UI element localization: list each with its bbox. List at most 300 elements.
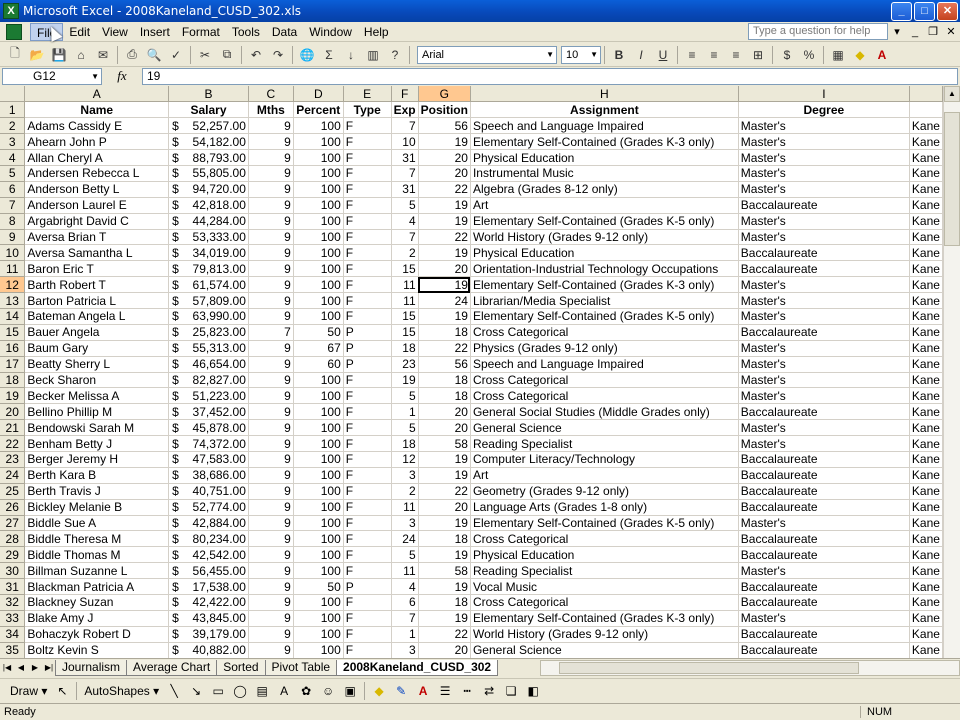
column-header[interactable]: D bbox=[293, 86, 343, 102]
row-header[interactable]: 21 bbox=[0, 420, 25, 436]
salary-cell[interactable] bbox=[169, 579, 249, 595]
cell[interactable]: Bauer Angela bbox=[25, 324, 169, 340]
cell[interactable]: 100 bbox=[293, 547, 343, 563]
cell[interactable]: F bbox=[343, 165, 391, 181]
cell[interactable]: Baccalaureate bbox=[738, 595, 909, 611]
cell[interactable]: 3 bbox=[391, 515, 418, 531]
cell[interactable]: Master's bbox=[738, 436, 909, 452]
cell[interactable]: Boltz Kevin S bbox=[25, 642, 169, 658]
workbook-icon[interactable] bbox=[6, 24, 22, 40]
scroll-up-icon[interactable]: ▲ bbox=[944, 86, 960, 102]
cell[interactable]: Beatty Sherry L bbox=[25, 356, 169, 372]
cell[interactable]: Adams Cassidy E bbox=[25, 118, 169, 134]
row-header[interactable]: 8 bbox=[0, 213, 25, 229]
cell[interactable]: 19 bbox=[418, 308, 470, 324]
first-sheet-icon[interactable]: |◀ bbox=[2, 663, 12, 672]
column-header[interactable]: A bbox=[25, 86, 169, 102]
cell[interactable]: 18 bbox=[391, 436, 418, 452]
cell[interactable]: 19 bbox=[418, 197, 470, 213]
cell[interactable]: 100 bbox=[293, 245, 343, 261]
cell[interactable]: 12 bbox=[391, 451, 418, 467]
salary-cell[interactable] bbox=[169, 499, 249, 515]
salary-cell[interactable] bbox=[169, 436, 249, 452]
cell[interactable]: Benham Betty J bbox=[25, 436, 169, 452]
autosum-icon[interactable]: Σ bbox=[325, 47, 333, 62]
cell[interactable]: 11 bbox=[391, 293, 418, 309]
doc-restore-button[interactable]: ❐ bbox=[928, 26, 938, 38]
cell[interactable]: 100 bbox=[293, 626, 343, 642]
cell[interactable]: 9 bbox=[248, 308, 293, 324]
row-header[interactable]: 5 bbox=[0, 165, 25, 181]
cell[interactable]: Geometry (Grades 9-12 only) bbox=[470, 483, 738, 499]
cell[interactable]: 9 bbox=[248, 134, 293, 150]
cell[interactable]: F bbox=[343, 293, 391, 309]
menu-window[interactable]: Window bbox=[309, 24, 352, 39]
row-header[interactable]: 13 bbox=[0, 293, 25, 309]
align-center-icon[interactable]: ≡ bbox=[710, 47, 718, 62]
cell[interactable]: 11 bbox=[391, 563, 418, 579]
doc-close-button[interactable]: ✕ bbox=[946, 26, 956, 38]
arrow-style-icon[interactable]: ⇄ bbox=[484, 683, 495, 698]
cell[interactable]: Baccalaureate bbox=[738, 626, 909, 642]
cell[interactable]: 100 bbox=[293, 134, 343, 150]
cell[interactable]: 18 bbox=[418, 324, 470, 340]
print-icon[interactable]: ⎙ bbox=[127, 47, 137, 61]
cell[interactable]: F bbox=[343, 229, 391, 245]
cell[interactable]: 19 bbox=[418, 467, 470, 483]
cell[interactable]: Cross Categorical bbox=[470, 324, 738, 340]
merge-center-icon[interactable]: ⊞ bbox=[752, 47, 764, 62]
cell[interactable]: F bbox=[343, 372, 391, 388]
cell[interactable]: Kane bbox=[909, 356, 942, 372]
sheet-tab-pivot-table[interactable]: Pivot Table bbox=[265, 660, 337, 676]
cell[interactable]: 2 bbox=[391, 483, 418, 499]
cell[interactable]: Bohaczyk Robert D bbox=[25, 626, 169, 642]
cell[interactable]: Master's bbox=[738, 610, 909, 626]
salary-cell[interactable] bbox=[169, 134, 249, 150]
salary-cell[interactable] bbox=[169, 595, 249, 611]
cell[interactable]: Kane bbox=[909, 165, 942, 181]
salary-cell[interactable] bbox=[169, 118, 249, 134]
cell[interactable]: Master's bbox=[738, 213, 909, 229]
cell[interactable]: Vocal Music bbox=[470, 579, 738, 595]
scrollbar-thumb[interactable] bbox=[559, 662, 859, 674]
row-header[interactable]: 14 bbox=[0, 308, 25, 324]
cell[interactable]: Elementary Self-Contained (Grades K-5 only) bbox=[470, 213, 738, 229]
cell[interactable]: 5 bbox=[391, 388, 418, 404]
cell[interactable]: Kane bbox=[909, 118, 942, 134]
salary-cell[interactable] bbox=[169, 626, 249, 642]
font-size-select[interactable] bbox=[561, 46, 601, 64]
cell[interactable]: 100 bbox=[293, 531, 343, 547]
percent-icon[interactable]: % bbox=[803, 47, 815, 62]
cell[interactable]: 100 bbox=[293, 483, 343, 499]
row-header[interactable]: 10 bbox=[0, 245, 25, 261]
cell[interactable]: 9 bbox=[248, 547, 293, 563]
cell[interactable]: 19 bbox=[391, 372, 418, 388]
salary-cell[interactable] bbox=[169, 372, 249, 388]
cell[interactable]: F bbox=[343, 483, 391, 499]
cell[interactable]: Kane bbox=[909, 388, 942, 404]
salary-cell[interactable] bbox=[169, 610, 249, 626]
cell[interactable]: Biddle Thomas M bbox=[25, 547, 169, 563]
cell[interactable]: 18 bbox=[418, 372, 470, 388]
cell[interactable]: 9 bbox=[248, 213, 293, 229]
maximize-button[interactable]: □ bbox=[914, 2, 935, 21]
cell[interactable]: Cross Categorical bbox=[470, 531, 738, 547]
cell[interactable]: 15 bbox=[391, 261, 418, 277]
cell[interactable]: 67 bbox=[293, 340, 343, 356]
cell[interactable]: Librarian/Media Specialist bbox=[470, 293, 738, 309]
salary-cell[interactable] bbox=[169, 324, 249, 340]
cell[interactable]: 19 bbox=[418, 515, 470, 531]
cell[interactable]: 3 bbox=[391, 467, 418, 483]
picture-icon[interactable]: ▣ bbox=[344, 683, 356, 698]
cell[interactable]: Kane bbox=[909, 579, 942, 595]
cell[interactable]: 18 bbox=[391, 340, 418, 356]
line-color-icon[interactable]: ✎ bbox=[396, 683, 407, 698]
salary-cell[interactable] bbox=[169, 483, 249, 499]
cell[interactable]: Elementary Self-Contained (Grades K-3 only) bbox=[470, 134, 738, 150]
cell[interactable]: Beck Sharon bbox=[25, 372, 169, 388]
cell[interactable]: F bbox=[343, 197, 391, 213]
cell[interactable]: 9 bbox=[248, 388, 293, 404]
cell[interactable]: 100 bbox=[293, 165, 343, 181]
cell[interactable]: Bickley Melanie B bbox=[25, 499, 169, 515]
cell[interactable]: 58 bbox=[418, 436, 470, 452]
salary-cell[interactable] bbox=[169, 340, 249, 356]
cell[interactable]: Master's bbox=[738, 134, 909, 150]
cell[interactable]: Baccalaureate bbox=[738, 261, 909, 277]
cell[interactable]: 9 bbox=[248, 245, 293, 261]
line-icon[interactable]: ╲ bbox=[170, 683, 178, 698]
copy-icon[interactable]: ⧉ bbox=[222, 47, 232, 61]
cell[interactable]: Master's bbox=[738, 563, 909, 579]
cell[interactable]: Blackman Patricia A bbox=[25, 579, 169, 595]
cell[interactable]: 7 bbox=[391, 229, 418, 245]
cell[interactable]: Orientation-Industrial Technology Occupations bbox=[470, 261, 738, 277]
cell[interactable]: Master's bbox=[738, 420, 909, 436]
salary-cell[interactable] bbox=[169, 165, 249, 181]
cell[interactable]: 3 bbox=[391, 642, 418, 658]
cell[interactable]: 9 bbox=[248, 420, 293, 436]
cell[interactable]: 100 bbox=[293, 261, 343, 277]
cell[interactable]: World History (Grades 9-12 only) bbox=[470, 229, 738, 245]
cell[interactable]: Anderson Laurel E bbox=[25, 197, 169, 213]
cell[interactable]: 19 bbox=[418, 245, 470, 261]
bold-icon[interactable]: B bbox=[614, 47, 624, 62]
row-header[interactable]: 30 bbox=[0, 563, 25, 579]
cell[interactable]: 9 bbox=[248, 118, 293, 134]
cell[interactable]: 100 bbox=[293, 388, 343, 404]
cell[interactable]: Baccalaureate bbox=[738, 404, 909, 420]
cell[interactable]: Berger Jeremy H bbox=[25, 451, 169, 467]
cell[interactable]: 22 bbox=[418, 181, 470, 197]
row-header[interactable]: 31 bbox=[0, 579, 25, 595]
cell[interactable]: Kane bbox=[909, 467, 942, 483]
font-color-icon[interactable]: A bbox=[418, 683, 428, 698]
cell[interactable]: F bbox=[343, 451, 391, 467]
sort-ascending-icon[interactable]: ↓ bbox=[348, 47, 354, 62]
column-header[interactable]: C bbox=[248, 86, 293, 102]
column-header[interactable]: B bbox=[169, 86, 249, 102]
font-name-select[interactable] bbox=[417, 46, 557, 64]
cell[interactable]: Baccalaureate bbox=[738, 531, 909, 547]
salary-cell[interactable] bbox=[169, 563, 249, 579]
spelling-icon[interactable]: ✓ bbox=[170, 47, 182, 62]
cell[interactable]: 10 bbox=[391, 134, 418, 150]
row-header[interactable]: 35 bbox=[0, 642, 25, 658]
autoshapes-menu-button[interactable]: AutoShapes ▾ bbox=[84, 683, 160, 698]
cell[interactable]: Baccalaureate bbox=[738, 197, 909, 213]
cell[interactable]: F bbox=[343, 499, 391, 515]
cell[interactable]: Allan Cheryl A bbox=[25, 150, 169, 166]
oval-icon[interactable]: ◯ bbox=[233, 683, 247, 698]
cell[interactable]: 31 bbox=[391, 150, 418, 166]
horizontal-scrollbar[interactable] bbox=[540, 660, 960, 676]
cell[interactable]: Master's bbox=[738, 293, 909, 309]
cell[interactable]: P bbox=[343, 356, 391, 372]
cell[interactable]: 19 bbox=[418, 547, 470, 563]
fill-color-icon[interactable]: ◆ bbox=[855, 47, 865, 62]
cell[interactable]: Reading Specialist bbox=[470, 563, 738, 579]
cell[interactable]: Master's bbox=[738, 165, 909, 181]
menu-edit[interactable]: Edit bbox=[69, 24, 91, 39]
cell[interactable]: Algebra (Grades 8-12 only) bbox=[470, 181, 738, 197]
cell[interactable]: F bbox=[343, 134, 391, 150]
wordart-icon[interactable]: A bbox=[280, 683, 289, 698]
cell[interactable]: Billman Suzanne L bbox=[25, 563, 169, 579]
cell[interactable]: 9 bbox=[248, 340, 293, 356]
cell[interactable]: 9 bbox=[248, 483, 293, 499]
cell[interactable]: Speech and Language Impaired bbox=[470, 118, 738, 134]
cell[interactable]: Master's bbox=[738, 372, 909, 388]
salary-cell[interactable] bbox=[169, 213, 249, 229]
align-left-icon[interactable]: ≡ bbox=[688, 47, 696, 62]
row-header[interactable]: 32 bbox=[0, 595, 25, 611]
cell[interactable]: F bbox=[343, 436, 391, 452]
menu-format[interactable]: Format bbox=[181, 24, 220, 39]
cell[interactable]: Language Arts (Grades 1-8 only) bbox=[470, 499, 738, 515]
cell[interactable]: Master's bbox=[738, 229, 909, 245]
row-header[interactable]: 27 bbox=[0, 515, 25, 531]
cell[interactable]: 5 bbox=[391, 547, 418, 563]
cell[interactable]: 58 bbox=[418, 563, 470, 579]
cell[interactable]: Aversa Samantha L bbox=[25, 245, 169, 261]
cell[interactable]: Cross Categorical bbox=[470, 595, 738, 611]
cell[interactable]: Kane bbox=[909, 261, 942, 277]
help-icon[interactable]: ? bbox=[391, 47, 399, 62]
cell[interactable]: 9 bbox=[248, 436, 293, 452]
cell[interactable]: Master's bbox=[738, 308, 909, 324]
cell[interactable]: Aversa Brian T bbox=[25, 229, 169, 245]
column-header[interactable]: H bbox=[470, 86, 738, 102]
cell[interactable]: 4 bbox=[391, 213, 418, 229]
cell[interactable]: General Science bbox=[470, 642, 738, 658]
cell[interactable]: 11 bbox=[391, 499, 418, 515]
cell[interactable]: Kane bbox=[909, 483, 942, 499]
salary-cell[interactable] bbox=[169, 404, 249, 420]
cell[interactable]: Kane bbox=[909, 197, 942, 213]
cell[interactable]: 60 bbox=[293, 356, 343, 372]
cell[interactable]: Kane bbox=[909, 245, 942, 261]
cell[interactable]: Art bbox=[470, 467, 738, 483]
salary-cell[interactable] bbox=[169, 277, 249, 293]
row-header[interactable]: 34 bbox=[0, 626, 25, 642]
salary-cell[interactable] bbox=[169, 229, 249, 245]
cell[interactable]: Baccalaureate bbox=[738, 642, 909, 658]
cell[interactable]: 24 bbox=[418, 293, 470, 309]
cell[interactable]: Computer Literacy/Technology bbox=[470, 451, 738, 467]
cell[interactable]: F bbox=[343, 595, 391, 611]
cell[interactable]: Master's bbox=[738, 118, 909, 134]
row-header[interactable]: 6 bbox=[0, 181, 25, 197]
row-header[interactable]: 16 bbox=[0, 340, 25, 356]
draw-menu-button[interactable]: Draw ▾ bbox=[10, 683, 48, 698]
cell[interactable]: 100 bbox=[293, 277, 343, 293]
cell[interactable]: 20 bbox=[418, 499, 470, 515]
cell[interactable]: 9 bbox=[248, 595, 293, 611]
3d-icon[interactable]: ◧ bbox=[527, 683, 539, 698]
column-title-cell[interactable]: Degree bbox=[738, 102, 909, 118]
cell[interactable]: Physical Education bbox=[470, 547, 738, 563]
cell[interactable]: 7 bbox=[248, 324, 293, 340]
cell[interactable]: 9 bbox=[248, 277, 293, 293]
menu-tools[interactable]: Tools bbox=[231, 24, 260, 39]
cell[interactable]: 19 bbox=[418, 213, 470, 229]
cell[interactable]: Baccalaureate bbox=[738, 483, 909, 499]
cell[interactable]: F bbox=[343, 642, 391, 658]
prev-sheet-icon[interactable]: ◀ bbox=[17, 663, 25, 672]
cell[interactable]: F bbox=[343, 515, 391, 531]
cell[interactable]: Master's bbox=[738, 515, 909, 531]
last-sheet-icon[interactable]: ▶| bbox=[44, 663, 54, 672]
excel-app-icon[interactable]: X bbox=[3, 3, 19, 19]
cell[interactable]: 9 bbox=[248, 165, 293, 181]
cell[interactable]: Cross Categorical bbox=[470, 372, 738, 388]
cell[interactable]: World History (Grades 9-12 only) bbox=[470, 626, 738, 642]
cell[interactable]: Kane bbox=[909, 213, 942, 229]
cell[interactable]: 9 bbox=[248, 563, 293, 579]
undo-icon[interactable]: ↶ bbox=[250, 47, 262, 62]
row-header[interactable]: 29 bbox=[0, 547, 25, 563]
redo-icon[interactable]: ↷ bbox=[272, 47, 284, 62]
row-header[interactable]: 18 bbox=[0, 372, 25, 388]
cell[interactable]: F bbox=[343, 563, 391, 579]
scrollbar-thumb[interactable] bbox=[944, 112, 960, 246]
cell[interactable]: Elementary Self-Contained (Grades K-3 only) bbox=[470, 277, 738, 293]
new-icon[interactable]: 🗋 bbox=[10, 46, 20, 60]
cell[interactable]: Argabright David C bbox=[25, 213, 169, 229]
cell[interactable]: P bbox=[343, 340, 391, 356]
cell[interactable]: 100 bbox=[293, 372, 343, 388]
sheet-tab-active[interactable]: 2008Kaneland_CUSD_302 bbox=[336, 660, 498, 676]
cell[interactable]: Physical Education bbox=[470, 150, 738, 166]
minimize-button[interactable]: _ bbox=[891, 2, 912, 21]
cell[interactable]: Baccalaureate bbox=[738, 467, 909, 483]
cell[interactable]: F bbox=[343, 213, 391, 229]
fill-color-icon[interactable]: ◆ bbox=[374, 683, 384, 698]
cell[interactable]: Elementary Self-Contained (Grades K-3 only) bbox=[470, 610, 738, 626]
cell[interactable]: Kane bbox=[909, 531, 942, 547]
cell[interactable]: Master's bbox=[738, 150, 909, 166]
doc-minimize-button[interactable]: _ bbox=[911, 25, 919, 38]
cell[interactable]: Bellino Phillip M bbox=[25, 404, 169, 420]
row-header[interactable]: 22 bbox=[0, 436, 25, 452]
cell[interactable]: 22 bbox=[418, 229, 470, 245]
close-button[interactable]: ✕ bbox=[937, 2, 958, 21]
cell[interactable]: Berth Kara B bbox=[25, 467, 169, 483]
cell[interactable]: Bateman Angela L bbox=[25, 308, 169, 324]
cell[interactable]: Kane bbox=[909, 308, 942, 324]
cell[interactable]: Kane bbox=[909, 372, 942, 388]
cell[interactable]: 100 bbox=[293, 197, 343, 213]
cell[interactable]: Kane bbox=[909, 420, 942, 436]
sheet-tab-average-chart[interactable]: Average Chart bbox=[126, 660, 217, 676]
row-header[interactable]: 25 bbox=[0, 483, 25, 499]
cell[interactable]: P bbox=[343, 324, 391, 340]
menu-help[interactable]: Help bbox=[363, 24, 389, 39]
row-header[interactable]: 24 bbox=[0, 467, 25, 483]
cell[interactable]: Becker Melissa A bbox=[25, 388, 169, 404]
salary-cell[interactable] bbox=[169, 388, 249, 404]
formula-input[interactable]: 19 bbox=[142, 68, 958, 85]
cell[interactable]: 100 bbox=[293, 436, 343, 452]
cell[interactable]: Kane bbox=[909, 340, 942, 356]
cell[interactable]: 9 bbox=[248, 181, 293, 197]
cell[interactable]: 9 bbox=[248, 642, 293, 658]
cell[interactable]: 19 bbox=[418, 610, 470, 626]
salary-cell[interactable] bbox=[169, 642, 249, 658]
diagram-icon[interactable]: ✿ bbox=[301, 683, 312, 698]
cell[interactable]: 5 bbox=[391, 420, 418, 436]
cell[interactable]: 9 bbox=[248, 372, 293, 388]
textbox-icon[interactable]: ▤ bbox=[256, 683, 268, 698]
arrow-icon[interactable]: ↘ bbox=[191, 683, 202, 698]
save-icon[interactable]: 💾 bbox=[51, 47, 67, 62]
cell[interactable]: 9 bbox=[248, 579, 293, 595]
rectangle-icon[interactable]: ▭ bbox=[212, 683, 224, 698]
cell[interactable]: 4 bbox=[391, 579, 418, 595]
cell[interactable]: 7 bbox=[391, 118, 418, 134]
salary-cell[interactable] bbox=[169, 547, 249, 563]
cell[interactable]: 100 bbox=[293, 229, 343, 245]
cell[interactable]: 100 bbox=[293, 563, 343, 579]
dropdown-arrow-icon[interactable]: ▾ bbox=[894, 26, 900, 38]
cell[interactable]: Kane bbox=[909, 563, 942, 579]
cell[interactable]: Physics (Grades 9-12 only) bbox=[470, 340, 738, 356]
column-header[interactable]: F bbox=[391, 86, 418, 102]
cell[interactable]: 100 bbox=[293, 499, 343, 515]
cell[interactable]: Baccalaureate bbox=[738, 499, 909, 515]
cell[interactable]: F bbox=[343, 610, 391, 626]
cut-icon[interactable]: ✂ bbox=[199, 47, 211, 62]
row-header[interactable]: 19 bbox=[0, 388, 25, 404]
cell[interactable]: F bbox=[343, 420, 391, 436]
print-preview-icon[interactable]: 🔍 bbox=[146, 47, 162, 62]
cell[interactable]: 19 bbox=[418, 579, 470, 595]
cell[interactable]: 100 bbox=[293, 515, 343, 531]
row-header[interactable]: 26 bbox=[0, 499, 25, 515]
cell[interactable]: 1 bbox=[391, 404, 418, 420]
cell[interactable]: Bendowski Sarah M bbox=[25, 420, 169, 436]
cell[interactable]: Kane bbox=[909, 436, 942, 452]
salary-cell[interactable] bbox=[169, 261, 249, 277]
cell[interactable]: 20 bbox=[418, 642, 470, 658]
cell[interactable]: 19 bbox=[418, 451, 470, 467]
cell[interactable]: 20 bbox=[418, 261, 470, 277]
salary-cell[interactable] bbox=[169, 197, 249, 213]
